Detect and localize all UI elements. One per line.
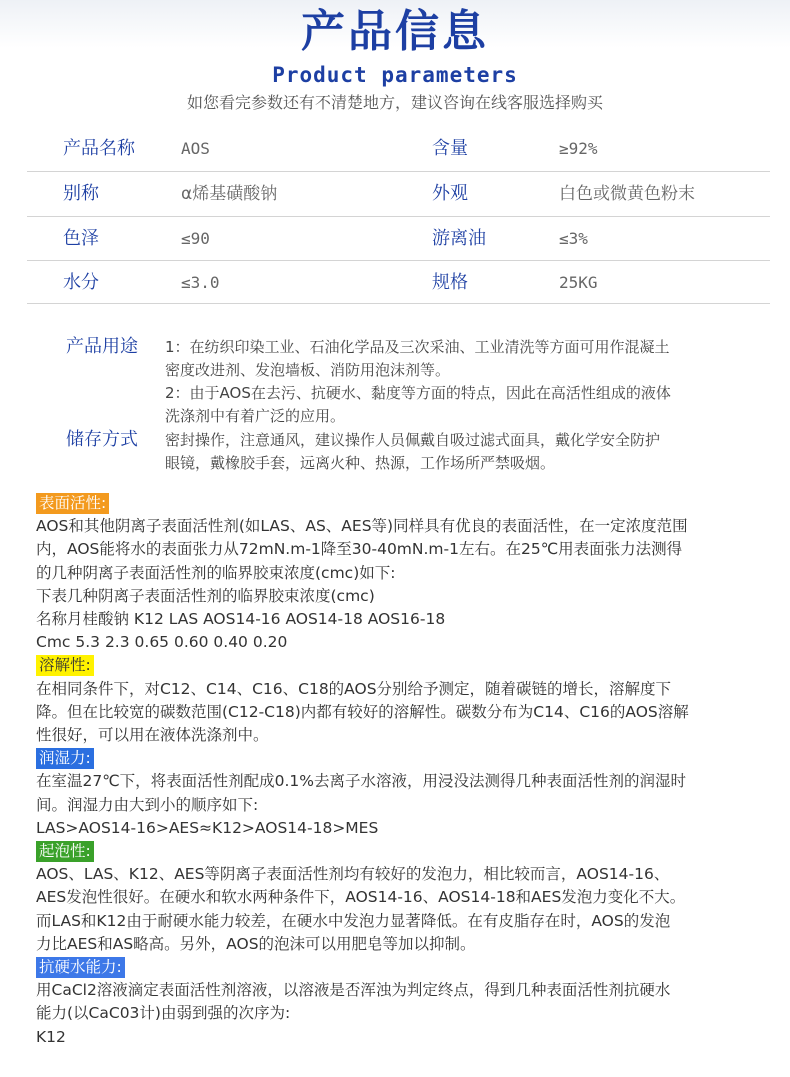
section-line: AES发泡性很好。在硬水和软水两种条件下，AOS14-16、AOS14-18和AES发泡力变化不大。 xyxy=(36,888,686,907)
section-line: 在室温27℃下，将表面活性剂配成0.1%去离子水溶液，用浸没法测得几种表面活性剂的润湿时 xyxy=(36,772,687,791)
param-label: 别称 xyxy=(63,183,99,204)
description-body xyxy=(36,492,766,1049)
section-line: 力比AES和AS略高。另外，AOS的泡沫可以用肥皂等加以抑制。 xyxy=(36,934,476,953)
param-value: ≤3.0 xyxy=(181,273,220,292)
section-surface-activity xyxy=(36,492,766,654)
section-line: 在相同条件下，对C12、C14、C16、C18的AOS分别给予测定，随着碳链的增长，溶解度下 xyxy=(36,679,672,698)
parameter-row xyxy=(27,261,770,304)
section-line: Cmc 5.3 2.3 0.65 0.60 0.40 0.20 xyxy=(36,633,288,652)
section-line: 而LAS和K12由于耐硬水能力较差，在硬水中发泡力显著降低。在有皮脂存在时，AOS的发泡 xyxy=(36,911,671,930)
usage-text xyxy=(165,336,755,428)
param-label: 水分 xyxy=(63,272,99,293)
section-hard-water xyxy=(36,956,766,1049)
section-line: 间。润湿力由大到小的顺序如下: xyxy=(36,795,259,814)
page-title-english: Product parameters xyxy=(272,63,518,87)
usage-label: 产品用途 xyxy=(66,336,138,357)
usage-line: 洗涤剂中有着广泛的应用。 xyxy=(165,407,346,425)
page-title: 产品信息 xyxy=(301,6,489,57)
param-label: 外观 xyxy=(432,183,468,204)
section-line: 内，AOS能将水的表面张力从72mN.m-1降至30-40mN.m-1左右。在25℃用表面张力法测得 xyxy=(36,540,683,559)
section-line: 降。但在比较宽的碳数范围(C12-C18)内都有较好的溶解性。碳数分布为C14、C16的AOS溶解 xyxy=(36,702,689,721)
section-foaming xyxy=(36,840,766,956)
section-heading: 溶解性: xyxy=(36,655,94,676)
storage-label: 储存方式 xyxy=(66,429,138,450)
section-line: 名称月桂酸钠 K12 LAS AOS14-16 AOS14-18 AOS16-18 xyxy=(36,610,446,629)
param-value: AOS xyxy=(181,139,210,158)
section-wetting xyxy=(36,747,766,840)
param-value: 白色或微黄色粉末 xyxy=(559,184,695,204)
section-line: 的几种阴离子表面活性剂的临界胶束浓度(cmc)如下: xyxy=(36,563,396,582)
param-value: ≤90 xyxy=(181,229,210,248)
parameter-row xyxy=(27,217,770,261)
page-subtitle: 如您看完参数还有不清楚地方，建议咨询在线客服选择购买 xyxy=(186,93,603,112)
section-heading: 润湿力: xyxy=(36,748,94,769)
param-value: α烯基磺酸钠 xyxy=(181,184,278,204)
usage-line: 2：由于AOS在去污、抗硬水、黏度等方面的特点，因此在高活性组成的液体 xyxy=(165,384,671,402)
section-line: 能力(以CaC03计)由弱到强的次序为: xyxy=(36,1004,291,1023)
parameter-table xyxy=(27,127,770,304)
section-line: 用CaCl2溶液滴定表面活性剂溶液，以溶液是否浑浊为判定终点，得到几种表面活性剂抗硬水 xyxy=(36,981,671,1000)
parameter-row xyxy=(27,127,770,172)
param-label: 规格 xyxy=(432,272,468,293)
storage-line: 密封操作，注意通风，建议操作人员佩戴自吸过滤式面具，戴化学安全防护 xyxy=(165,431,661,449)
storage-line: 眼镜，戴橡胶手套，远离火种、热源，工作场所严禁吸烟。 xyxy=(165,454,556,472)
usage-line: 密度改进剂、发泡墙板、消防用泡沫剂等。 xyxy=(165,361,451,379)
param-label: 游离油 xyxy=(432,228,486,249)
section-line: AOS、LAS、K12、AES等阴离子表面活性剂均有较好的发泡力，相比较而言，AOS14-16、 xyxy=(36,865,670,884)
param-value: 25KG xyxy=(559,273,598,292)
section-line: LAS>AOS14-16>AES≈K12>AOS14-18>MES xyxy=(36,818,379,837)
section-heading: 表面活性: xyxy=(36,493,109,514)
section-line: 下表几种阴离子表面活性剂的临界胶束浓度(cmc) xyxy=(36,586,375,605)
section-line: AOS和其他阴离子表面活性剂(如LAS、AS、AES等)同样具有优良的表面活性，在一定浓度范围 xyxy=(36,517,688,536)
section-heading: 抗硬水能力: xyxy=(36,957,125,978)
usage-line: 1：在纺织印染工业、石油化学品及三次采油、工业清洗等方面可用作混凝土 xyxy=(165,338,670,356)
param-label: 产品名称 xyxy=(63,138,135,159)
section-heading: 起泡性: xyxy=(36,841,94,862)
section-line: 性很好，可以用在液体洗涤剂中。 xyxy=(36,726,269,745)
param-label: 色泽 xyxy=(63,228,99,249)
storage-text xyxy=(165,429,755,475)
param-value: ≥92% xyxy=(559,139,598,158)
section-solubility xyxy=(36,654,766,747)
param-label: 含量 xyxy=(432,138,468,159)
parameter-row xyxy=(27,172,770,217)
param-value: ≤3% xyxy=(559,229,588,248)
section-line: K12 xyxy=(36,1027,66,1046)
